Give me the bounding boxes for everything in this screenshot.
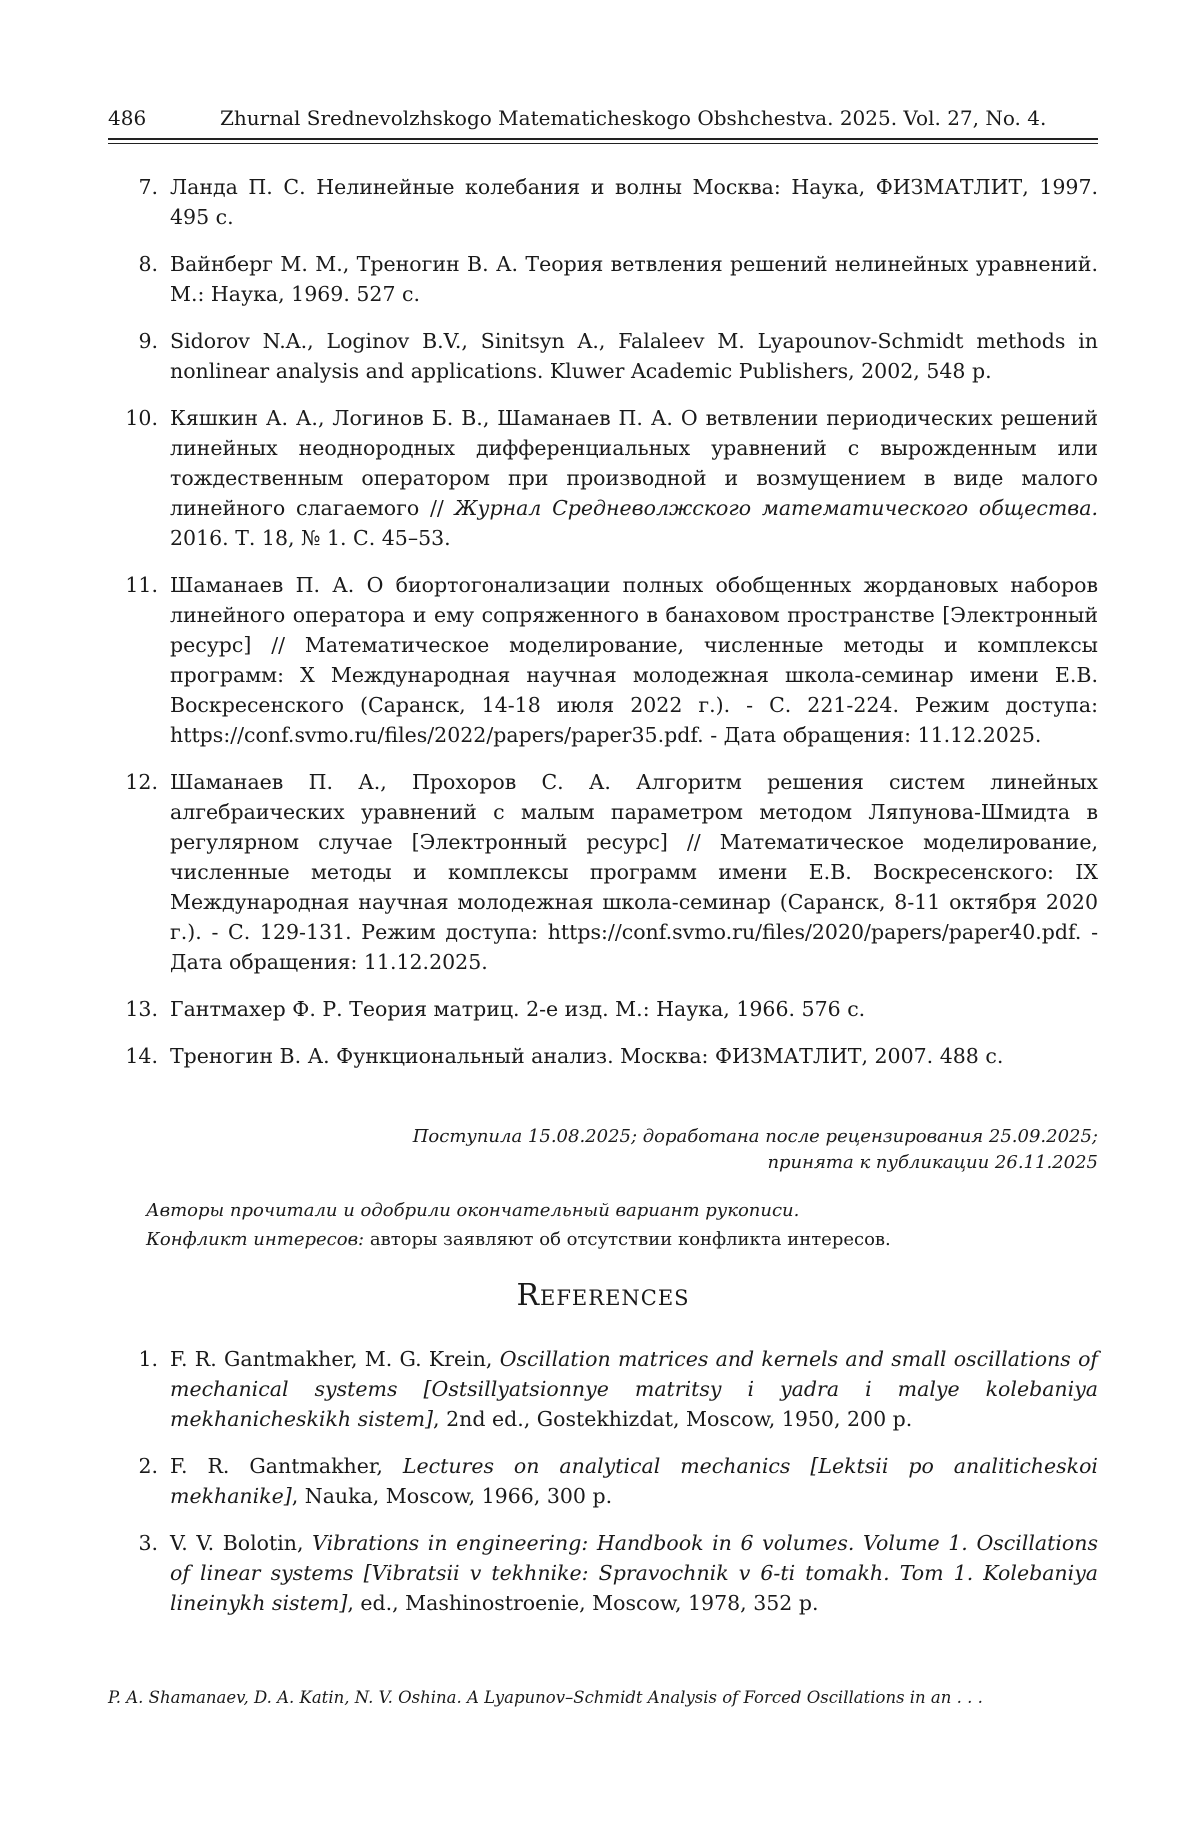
conflict-note: Конфликт интересов: авторы заявляют об отсутствии конфликта интересов. xyxy=(146,1229,891,1250)
reference-item: 2. F. R. Gantmakher, Lectures on analytical mechanics [Lektsii po analiticheskoi mekhanike], Nauka, Moscow, 1966, 300 p. xyxy=(138,1454,1098,1508)
reference-item: 10. Кяшкин А. А., Логинов Б. В., Шаманаев П. А. О ветвлении периодических решений линейных неоднородных дифференциальных уравнений с вырожденным или тождественным оператором при производной и возмущением в виде малого линейного слагаемого // Журнал Средневолжского математического общества. 2016. Т. 18, № 1. С. 45–53. xyxy=(125,406,1098,550)
reference-item: 11. Шаманаев П. А. О биортогонализации полных обобщенных жордановых наборов линейного оператора и ему сопряженного в банаховом пространстве [Электронный ресурс] // Математическое моделирование, численные методы и комплексы программ: X Международная научная молодежная школа-семинар имени Е.В. Воскресенского (Саранск, 14-18 июля 2022 г.). - С. 221-224. Режим доступа: https://conf.svmo.ru/files/2022/papers/paper35.pdf. - Дата обращения: 11.12.2025. xyxy=(125,573,1098,747)
reference-item: 13. Гантмахер Ф. Р. Теория матриц. 2-е изд. М.: Наука, 1966. 576 с. xyxy=(125,997,866,1021)
reference-item: 8. Вайнберг М. М., Треногин В. А. Теория ветвления решений нелинейных уравнений. М.: Наука, 1969. 527 с. xyxy=(138,252,1098,306)
reference-item: 14. Треногин В. А. Функциональный анализ. Москва: ФИЗМАТЛИТ, 2007. 488 с. xyxy=(125,1044,1004,1068)
running-header xyxy=(108,106,1098,130)
running-footer: P. A. Shamanaev, D. A. Katin, N. V. Oshina. A Lyapunov–Schmidt Analysis of Forced Oscillations in an . . . xyxy=(108,1688,983,1707)
english-reference-list xyxy=(108,1344,1098,1618)
reference-item: 3. V. V. Bolotin, Vibrations in engineering: Handbook in 6 volumes. Volume 1. Oscillations of linear systems [Vibratsii v tekhnike: Spravochnik v 6-ti tomakh. Tom 1. Kolebaniya lineinykh sistem], ed., Mashinostroenie, Moscow, 1978, 352 p. xyxy=(138,1531,1098,1615)
russian-reference-list xyxy=(108,172,1098,1071)
header-rule-thin xyxy=(108,143,1098,144)
page-number: 486 xyxy=(108,106,147,130)
reference-item: 9. Sidorov N.A., Loginov B.V., Sinitsyn A., Falaleev M. Lyapounov-Schmidt methods in nonlinear analysis and applications. Kluwer Academic Publishers, 2002, 548 p. xyxy=(138,329,1098,383)
author-notes xyxy=(146,1196,1098,1254)
reference-item: 7. Ланда П. С. Нелинейные колебания и волны Москва: Наука, ФИЗМАТЛИТ, 1997. 495 с. xyxy=(138,175,1098,229)
received-dates: Поступила 15.08.2025; доработана после рецензирования 25.09.2025; принята к публикации 26.11.2025 xyxy=(412,1126,1098,1173)
header-rule-thick xyxy=(108,138,1098,140)
journal-name: Журнал Средневолжского математического общества. xyxy=(454,496,1098,520)
reference-item: 12. Шаманаев П. А., Прохоров С. А. Алгоритм решения систем линейных алгебраических уравнений с малым параметром методом Ляпунова-Шмидта в регулярном случае [Электронный ресурс] // Математическое моделирование, численные методы и комплексы программ имени Е.В. Воскресенского: IX Международная научная молодежная школа-семинар (Саранск, 8-11 октября 2020 г.). - С. 129-131. Режим доступа: https://conf.svmo.ru/files/2020/papers/paper40.pdf. - Дата обращения: 11.12.2025. xyxy=(125,770,1098,974)
references-heading: References xyxy=(516,1278,690,1313)
reference-item: 1. F. R. Gantmakher, M. G. Krein, Oscillation matrices and kernels and small oscillations of mechanical systems [Ostsillyatsionnye matritsy i yadra i malye kolebaniya mekhanicheskikh sistem], 2nd ed., Gostekhizdat, Moscow, 1950, 200 p. xyxy=(138,1347,1099,1431)
approval-note: Авторы прочитали и одобрили окончательный вариант рукописи. xyxy=(146,1200,800,1221)
journal-title: Zhurnal Srednevolzhskogo Matematicheskogo Obshchestva. 2025. Vol. 27, No. 4. xyxy=(220,106,1047,130)
